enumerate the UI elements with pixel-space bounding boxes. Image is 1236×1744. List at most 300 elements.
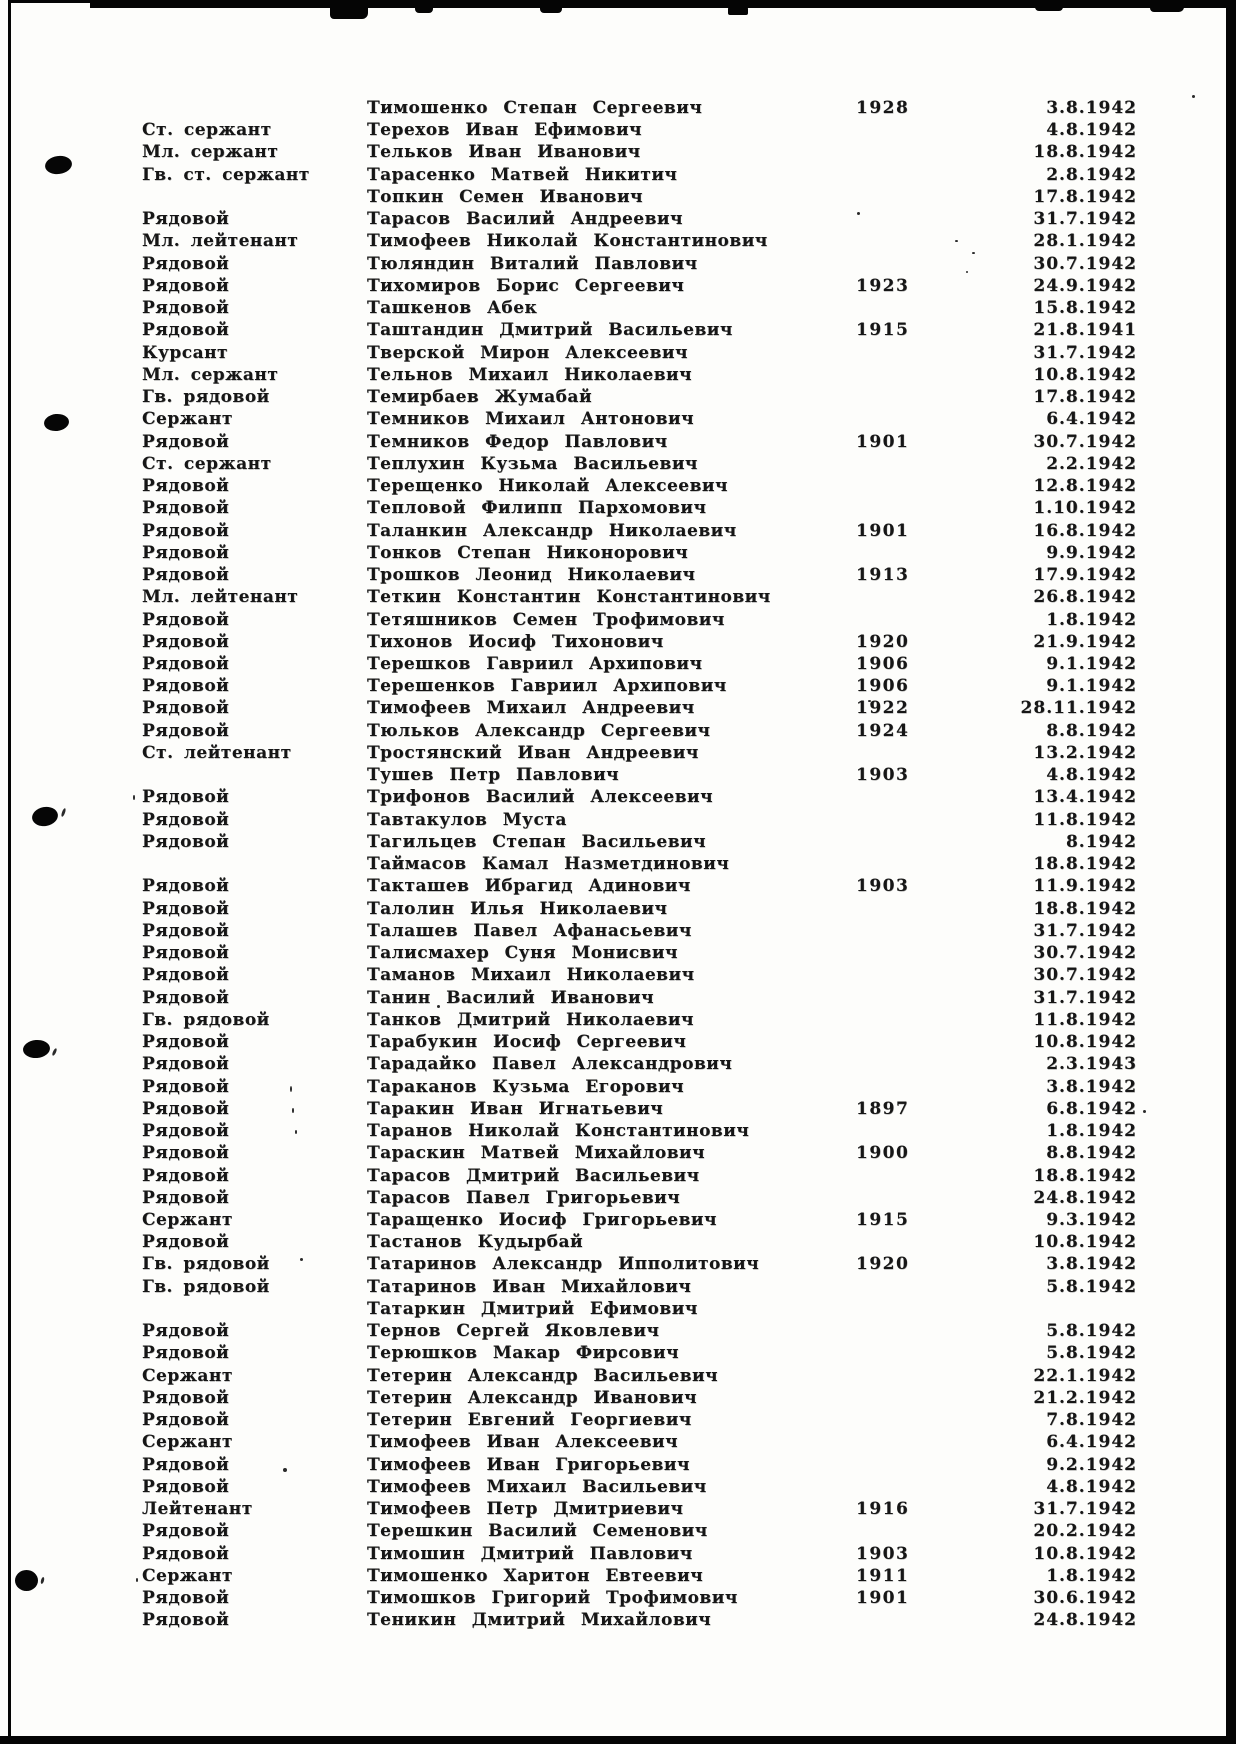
rank-cell: Рядовой <box>142 520 230 541</box>
name-cell: Таштандин Дмитрий Васильевич <box>367 320 733 341</box>
table-row <box>0 1076 1236 1098</box>
rank-cell: Мл. сержант <box>142 364 279 385</box>
table-row <box>0 119 1236 141</box>
date-cell: 8.8.1942 <box>1046 1143 1137 1164</box>
year-cell: 1901 <box>856 431 910 452</box>
table-row <box>0 742 1236 764</box>
date-cell: 1.8.1942 <box>1046 1565 1137 1586</box>
year-cell: 1911 <box>856 1565 910 1586</box>
table-row <box>0 697 1236 719</box>
name-cell: Тарасенко Матвей Никитич <box>367 164 678 185</box>
name-cell: Тарасов Дмитрий Васильевич <box>367 1165 700 1186</box>
rank-cell: Гв. рядовой <box>142 1009 270 1030</box>
table-row <box>0 453 1236 475</box>
rank-cell: Рядовой <box>142 787 230 808</box>
scan-artifact <box>1035 0 1063 11</box>
table-row <box>0 853 1236 875</box>
table-row <box>0 186 1236 208</box>
name-cell: Тетерин Александр Иванович <box>367 1387 698 1408</box>
date-cell: 17.9.1942 <box>1033 565 1137 586</box>
date-cell: 28.1.1942 <box>1033 231 1137 252</box>
date-cell: 8.8.1942 <box>1046 720 1137 741</box>
rank-cell: Рядовой <box>142 542 230 563</box>
name-cell: Тюльков Александр Сергеевич <box>367 720 711 741</box>
table-row <box>0 1053 1236 1075</box>
name-cell: Терещенко Николай Алексеевич <box>367 476 728 497</box>
date-cell: 22.1.1942 <box>1033 1365 1137 1386</box>
rank-cell: Рядовой <box>142 876 230 897</box>
table-row <box>0 1565 1236 1587</box>
table-row <box>0 342 1236 364</box>
rank-cell: Рядовой <box>142 1076 230 1097</box>
rank-cell: Рядовой <box>142 1165 230 1186</box>
name-cell: Темирбаев Жумабай <box>367 387 593 408</box>
year-cell: 1906 <box>856 654 910 674</box>
table-row <box>0 1120 1236 1142</box>
table-row <box>0 475 1236 497</box>
rank-cell: Мл. лейтенант <box>142 587 299 608</box>
year-cell: 1922 <box>856 698 910 719</box>
name-cell: Тимошков Григорий Трофимович <box>367 1588 738 1609</box>
name-cell: Такташев Ибрагид Адинович <box>367 876 691 897</box>
date-cell: 1.8.1942 <box>1046 609 1137 630</box>
rank-cell: Рядовой <box>142 1521 230 1542</box>
date-cell: 31.7.1942 <box>1033 1499 1137 1520</box>
name-cell: Тетерин Евгений Георгиевич <box>367 1410 692 1431</box>
scan-artifact <box>540 0 562 13</box>
year-cell: 1903 <box>856 765 910 786</box>
table-row <box>0 1476 1236 1498</box>
date-cell: 13.4.1942 <box>1033 787 1137 808</box>
rank-cell: Сержант <box>142 1365 233 1386</box>
date-cell: 17.8.1942 <box>1033 387 1137 408</box>
year-cell: 1923 <box>856 275 910 296</box>
scan-border-top-left <box>8 0 98 3</box>
date-cell: 10.8.1942 <box>1033 364 1137 385</box>
table-row <box>0 386 1236 408</box>
year-cell: 1903 <box>856 1543 910 1564</box>
date-cell: 3.8.1942 <box>1046 98 1137 118</box>
table-row <box>0 408 1236 430</box>
scan-border-top <box>90 0 1236 8</box>
date-cell: 10.8.1942 <box>1033 1032 1137 1053</box>
name-cell: Тепловой Филипп Пархомович <box>367 498 707 519</box>
name-cell: Терешенков Гавриил Архипович <box>367 676 727 697</box>
date-cell: 15.8.1942 <box>1033 298 1137 319</box>
rank-cell: Рядовой <box>142 676 230 697</box>
table-row <box>0 141 1236 163</box>
date-cell: 3.8.1942 <box>1046 1254 1137 1275</box>
table-row <box>0 675 1236 697</box>
table-row <box>0 1298 1236 1320</box>
name-cell: Татаркин Дмитрий Ефимович <box>367 1298 698 1319</box>
table-row <box>0 97 1236 119</box>
rank-cell: Рядовой <box>142 1410 230 1431</box>
year-cell: 1906 <box>856 676 910 697</box>
date-cell: 30.7.1942 <box>1033 965 1137 986</box>
table-row <box>0 786 1236 808</box>
scan-border-bottom <box>0 1736 1236 1744</box>
date-cell: 18.8.1942 <box>1033 142 1137 163</box>
rank-cell: Рядовой <box>142 476 230 497</box>
date-cell: 9.1.1942 <box>1046 676 1137 697</box>
year-cell: 1920 <box>856 1254 910 1275</box>
rank-cell: Рядовой <box>142 720 230 741</box>
rank-cell: Рядовой <box>142 631 230 652</box>
name-cell: Талолин Илья Николаевич <box>367 898 668 919</box>
rank-cell: Рядовой <box>142 1343 230 1364</box>
date-cell: 3.8.1942 <box>1046 1076 1137 1097</box>
date-cell: 30.7.1942 <box>1033 431 1137 452</box>
date-cell: 30.6.1942 <box>1033 1588 1137 1609</box>
rank-cell: Рядовой <box>142 609 230 630</box>
name-cell: Талисмахер Суня Монисвич <box>367 943 678 964</box>
table-row <box>0 653 1236 675</box>
year-cell: 1915 <box>856 320 910 341</box>
name-cell: Таймасов Камал Назметдинович <box>367 854 730 875</box>
table-row <box>0 1520 1236 1542</box>
name-cell: Тельков Иван Иванович <box>367 142 641 163</box>
table-row <box>0 1098 1236 1120</box>
rank-cell: Рядовой <box>142 298 230 319</box>
table-row <box>0 1187 1236 1209</box>
name-cell: Тагильцев Степан Васильевич <box>367 831 707 852</box>
table-row <box>0 497 1236 519</box>
name-cell: Татаринов Иван Михайлович <box>367 1276 692 1297</box>
name-cell: Теникин Дмитрий Михайлович <box>367 1610 712 1631</box>
rank-cell: Рядовой <box>142 565 230 586</box>
scan-artifact <box>415 0 433 13</box>
name-cell: Тимофеев Иван Григорьевич <box>367 1454 690 1475</box>
table-row <box>0 520 1236 542</box>
table-row <box>0 1142 1236 1164</box>
name-cell: Трошков Леонид Николаевич <box>367 565 696 586</box>
name-cell: Таракин Иван Игнатьевич <box>367 1098 664 1119</box>
date-cell: 5.8.1942 <box>1046 1343 1137 1364</box>
name-cell: Тимошин Дмитрий Павлович <box>367 1543 693 1564</box>
date-cell: 16.8.1942 <box>1033 520 1137 541</box>
table-row <box>0 1365 1236 1387</box>
name-cell: Терешков Гавриил Архипович <box>367 654 703 674</box>
table-row <box>0 1031 1236 1053</box>
name-cell: Тараскин Матвей Михайлович <box>367 1143 706 1164</box>
rank-cell: Гв. ст. сержант <box>142 164 310 185</box>
table-row <box>0 1009 1236 1031</box>
date-cell: 13.2.1942 <box>1033 742 1137 763</box>
name-cell: Таранов Николай Константинович <box>367 1121 750 1142</box>
date-cell: 24.8.1942 <box>1033 1187 1137 1208</box>
name-cell: Тверской Мирон Алексеевич <box>367 342 688 363</box>
table-row <box>0 275 1236 297</box>
table-row <box>0 1209 1236 1231</box>
table-row <box>0 1276 1236 1298</box>
name-cell: Таланкин Александр Николаевич <box>367 520 737 541</box>
name-cell: Тростянский Иван Андреевич <box>367 742 699 763</box>
table-row <box>0 1165 1236 1187</box>
table-row <box>0 564 1236 586</box>
date-cell: 1.10.1942 <box>1033 498 1137 519</box>
date-cell: 18.8.1942 <box>1033 854 1137 875</box>
rank-cell: Рядовой <box>142 831 230 852</box>
table-row <box>0 253 1236 275</box>
rank-cell: Рядовой <box>142 1143 230 1164</box>
date-cell: 24.9.1942 <box>1033 275 1137 296</box>
table-row <box>0 297 1236 319</box>
year-cell: 1916 <box>856 1499 910 1520</box>
name-cell: Теплухин Кузьма Васильевич <box>367 453 698 474</box>
name-cell: Талашев Павел Афанасьевич <box>367 920 692 941</box>
table-row <box>0 942 1236 964</box>
date-cell: 8.1942 <box>1065 831 1137 852</box>
rank-cell: Рядовой <box>142 1321 230 1342</box>
name-cell: Тимофеев Михаил Васильевич <box>367 1476 707 1497</box>
year-cell: 1900 <box>856 1143 910 1164</box>
table-row <box>0 631 1236 653</box>
table-row <box>0 964 1236 986</box>
rank-cell: Гв. рядовой <box>142 1254 270 1275</box>
date-cell: 11.9.1942 <box>1033 876 1137 897</box>
name-cell: Тюляндин Виталий Павлович <box>367 253 698 274</box>
rank-cell: Рядовой <box>142 1121 230 1142</box>
year-cell: 1920 <box>856 631 910 652</box>
name-cell: Тонков Степан Никонорович <box>367 542 689 563</box>
table-row <box>0 1543 1236 1565</box>
year-cell: 1903 <box>856 876 910 897</box>
date-cell: 21.9.1942 <box>1033 631 1137 652</box>
date-cell: 31.7.1942 <box>1033 342 1137 363</box>
date-cell: 4.8.1942 <box>1046 120 1137 141</box>
date-cell: 6.8.1942 <box>1046 1098 1137 1119</box>
rank-cell: Рядовой <box>142 698 230 719</box>
rank-cell: Рядовой <box>142 1543 230 1564</box>
year-cell: 1901 <box>856 1588 910 1609</box>
table-row <box>0 208 1236 230</box>
date-cell: 5.8.1942 <box>1046 1276 1137 1297</box>
name-cell: Терюшков Макар Фирсович <box>367 1343 680 1364</box>
name-cell: Тимофеев Петр Дмитриевич <box>367 1499 684 1520</box>
name-cell: Танков Дмитрий Николаевич <box>367 1009 694 1030</box>
date-cell: 18.8.1942 <box>1033 898 1137 919</box>
date-cell: 4.8.1942 <box>1046 1476 1137 1497</box>
year-cell: 1913 <box>856 565 910 586</box>
date-cell: 20.2.1942 <box>1033 1521 1137 1542</box>
table-row <box>0 1454 1236 1476</box>
rank-cell: Рядовой <box>142 1588 230 1609</box>
name-cell: Тимофеев Михаил Андреевич <box>367 698 695 719</box>
rank-cell: Рядовой <box>142 1098 230 1119</box>
name-cell: Тихомиров Борис Сергеевич <box>367 275 685 296</box>
name-cell: Тарасов Василий Андреевич <box>367 209 683 230</box>
rank-cell: Рядовой <box>142 320 230 341</box>
name-cell: Темников Михаил Антонович <box>367 409 695 430</box>
date-cell: 2.8.1942 <box>1046 164 1137 185</box>
name-cell: Тимофеев Николай Константинович <box>367 231 768 252</box>
table-row <box>0 809 1236 831</box>
table-row <box>0 364 1236 386</box>
table-row <box>0 609 1236 631</box>
name-cell: Тавтакулов Муста <box>367 809 567 830</box>
rank-cell: Сержант <box>142 1565 233 1586</box>
table-row <box>0 1231 1236 1253</box>
date-cell: 9.9.1942 <box>1046 542 1137 563</box>
scan-artifact <box>728 7 748 15</box>
rank-cell: Рядовой <box>142 1232 230 1253</box>
table-row <box>0 1609 1236 1631</box>
date-cell: 10.8.1942 <box>1033 1543 1137 1564</box>
name-cell: Тушев Петр Павлович <box>367 765 620 786</box>
name-cell: Теткин Константин Константинович <box>367 587 771 608</box>
name-cell: Тарадайко Павел Александрович <box>367 1054 733 1075</box>
rank-cell: Сержант <box>142 409 233 430</box>
table-row <box>0 586 1236 608</box>
table-row <box>0 831 1236 853</box>
rank-cell: Сержант <box>142 1432 233 1453</box>
scan-artifact <box>330 0 368 19</box>
date-cell: 9.2.1942 <box>1046 1454 1137 1475</box>
rank-cell: Рядовой <box>142 809 230 830</box>
date-cell: 31.7.1942 <box>1033 920 1137 941</box>
name-cell: Тимофеев Иван Алексеевич <box>367 1432 679 1453</box>
date-cell: 11.8.1942 <box>1033 1009 1137 1030</box>
date-cell: 30.7.1942 <box>1033 253 1137 274</box>
rank-cell: Рядовой <box>142 943 230 964</box>
table-row <box>0 1342 1236 1364</box>
table-row <box>0 431 1236 453</box>
table-row <box>0 230 1236 252</box>
date-cell: 1.8.1942 <box>1046 1121 1137 1142</box>
rank-cell: Мл. лейтенант <box>142 231 299 252</box>
name-cell: Тастанов Кудырбай <box>367 1232 584 1253</box>
rank-cell: Рядовой <box>142 898 230 919</box>
year-cell: 1915 <box>856 1210 910 1230</box>
year-cell: 1928 <box>856 98 910 118</box>
date-cell: 31.7.1942 <box>1033 209 1137 230</box>
date-cell: 5.8.1942 <box>1046 1321 1137 1342</box>
rank-cell: Лейтенант <box>142 1499 253 1520</box>
name-cell: Тихонов Иосиф Тихонович <box>367 631 664 652</box>
rank-cell: Рядовой <box>142 1387 230 1408</box>
name-cell: Тетерин Александр Васильевич <box>367 1365 719 1386</box>
date-cell: 21.8.1941 <box>1033 320 1137 341</box>
rank-cell: Ст. сержант <box>142 120 272 141</box>
date-cell: 4.8.1942 <box>1046 765 1137 786</box>
rank-cell: Рядовой <box>142 987 230 1008</box>
date-cell: 18.8.1942 <box>1033 1165 1137 1186</box>
name-cell: Тернов Сергей Яковлевич <box>367 1321 660 1342</box>
rank-cell: Рядовой <box>142 253 230 274</box>
date-cell: 7.8.1942 <box>1046 1410 1137 1431</box>
name-cell: Топкин Семен Иванович <box>367 186 644 207</box>
rank-cell: Курсант <box>142 342 229 363</box>
table-row <box>0 1320 1236 1342</box>
table-row <box>0 898 1236 920</box>
name-cell: Таращенко Иосиф Григорьевич <box>367 1210 717 1230</box>
date-cell: 10.8.1942 <box>1033 1232 1137 1253</box>
date-cell: 31.7.1942 <box>1033 987 1137 1008</box>
rank-cell: Рядовой <box>142 1454 230 1475</box>
rank-cell: Гв. рядовой <box>142 1276 270 1297</box>
name-cell: Трифонов Василий Алексеевич <box>367 787 714 808</box>
rank-cell: Рядовой <box>142 1032 230 1053</box>
rank-cell: Рядовой <box>142 1610 230 1631</box>
rank-cell: Рядовой <box>142 920 230 941</box>
rank-cell: Рядовой <box>142 965 230 986</box>
date-cell: 24.8.1942 <box>1033 1610 1137 1631</box>
table-row <box>0 1253 1236 1275</box>
date-cell: 9.1.1942 <box>1046 654 1137 674</box>
name-cell: Таманов Михаил Николаевич <box>367 965 695 986</box>
year-cell: 1897 <box>856 1098 910 1119</box>
rank-cell: Ст. сержант <box>142 453 272 474</box>
rank-cell: Рядовой <box>142 498 230 519</box>
scan-artifact <box>1150 0 1184 12</box>
table-row <box>0 164 1236 186</box>
table-row <box>0 987 1236 1009</box>
table-row <box>0 542 1236 564</box>
table-row <box>0 875 1236 897</box>
rank-cell: Сержант <box>142 1210 233 1230</box>
rank-cell: Рядовой <box>142 275 230 296</box>
rank-cell: Рядовой <box>142 1054 230 1075</box>
date-cell: 6.4.1942 <box>1046 409 1137 430</box>
name-cell: Тимошенко Харитон Евтеевич <box>367 1565 704 1586</box>
date-cell: 2.3.1943 <box>1046 1054 1137 1075</box>
date-cell: 30.7.1942 <box>1033 943 1137 964</box>
date-cell: 21.2.1942 <box>1033 1387 1137 1408</box>
table-row <box>0 1431 1236 1453</box>
name-cell: Танин Василий Иванович <box>367 987 655 1008</box>
name-cell: Тараканов Кузьма Егорович <box>367 1076 685 1097</box>
name-cell: Тельнов Михаил Николаевич <box>367 364 693 385</box>
name-cell: Тетяшников Семен Трофимович <box>367 609 725 630</box>
rank-cell: Рядовой <box>142 654 230 674</box>
name-cell: Темников Федор Павлович <box>367 431 668 452</box>
name-cell: Терехов Иван Ефимович <box>367 120 642 141</box>
year-cell: 1901 <box>856 520 910 541</box>
name-cell: Тимошенко Степан Сергеевич <box>367 98 703 118</box>
name-cell: Терешкин Василий Семенович <box>367 1521 708 1542</box>
date-cell: 11.8.1942 <box>1033 809 1137 830</box>
table-row <box>0 720 1236 742</box>
rank-cell: Гв. рядовой <box>142 387 270 408</box>
date-cell: 12.8.1942 <box>1033 476 1137 497</box>
date-cell: 17.8.1942 <box>1033 186 1137 207</box>
table-row <box>0 1409 1236 1431</box>
table-row <box>0 764 1236 786</box>
table-row <box>0 1587 1236 1609</box>
date-cell: 28.11.1942 <box>1020 698 1137 719</box>
date-cell: 6.4.1942 <box>1046 1432 1137 1453</box>
rank-cell: Рядовой <box>142 431 230 452</box>
rank-cell: Рядовой <box>142 1476 230 1497</box>
date-cell: 9.3.1942 <box>1046 1210 1137 1230</box>
year-cell: 1924 <box>856 720 910 741</box>
table-row <box>0 319 1236 341</box>
name-cell: Тарасов Павел Григорьевич <box>367 1187 681 1208</box>
rank-cell: Мл. сержант <box>142 142 279 163</box>
name-cell: Ташкенов Абек <box>367 298 538 319</box>
date-cell: 26.8.1942 <box>1033 587 1137 608</box>
rank-cell: Рядовой <box>142 209 230 230</box>
date-cell: 2.2.1942 <box>1046 453 1137 474</box>
rank-cell: Рядовой <box>142 1187 230 1208</box>
table-row <box>0 920 1236 942</box>
name-cell: Тарабукин Иосиф Сергеевич <box>367 1032 687 1053</box>
name-cell: Татаринов Александр Ипполитович <box>367 1254 760 1275</box>
table-row <box>0 1498 1236 1520</box>
table-row <box>0 1387 1236 1409</box>
rank-cell: Ст. лейтенант <box>142 742 292 763</box>
